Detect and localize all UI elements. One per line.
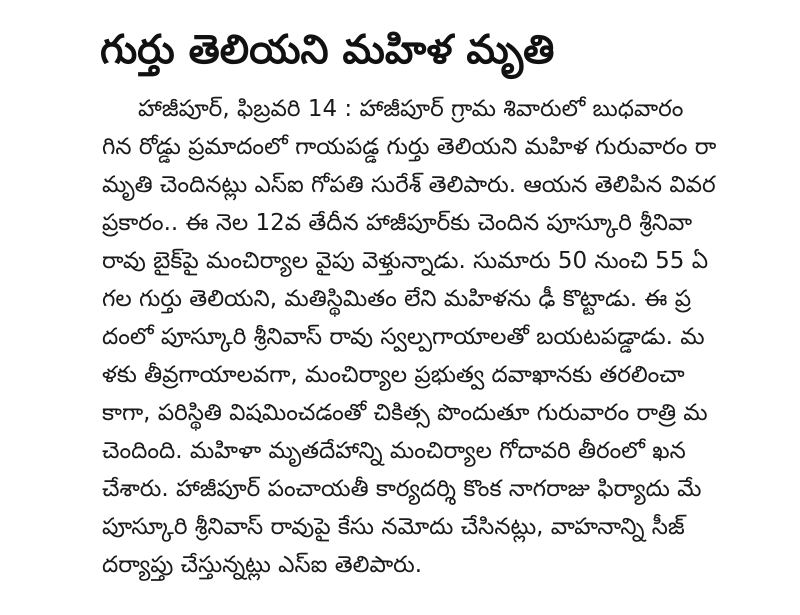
cut-off-previous-text (115, 0, 415, 8)
article-line: చేశారు. హాజీపూర్ పంచాయతీ కార్యదర్శి కొంక నాగరాజు ఫిర్యాదు మే (102, 476, 702, 502)
article-line: గల గుర్తు తెలియని, మతిస్థిమితం లేని మహిళను ఢీ కొట్టాడు. ఈ ప్ర (102, 286, 692, 312)
article-headline: గుర్తు తెలియని మహిళ మృతి (100, 27, 555, 73)
article-body (102, 90, 800, 584)
article-line: కాగా, పరిస్థితి విషమించడంతో చికిత్స పొందుతూ గురువారం రాత్రి మ (102, 400, 708, 426)
article-line: పూస్కూరి శ్రీనివాస్ రావుపై కేసు నమోదు చేసినట్లు, వాహనాన్ని సీజ్ (102, 514, 685, 540)
article-line: గిన రోడ్డు ప్రమాదంలో గాయపడ్డ గుర్తు తెలియని మహిళ గురువారం రా (102, 134, 717, 160)
article-line: చెందింది. మహిళా మృతదేహాన్ని మంచిర్యాల గోదావరి తీరంలో ఖన (102, 438, 686, 464)
article-line: రావు బైక్‌పై మంచిర్యాల వైపు వెళ్తున్నాడు. సుమారు 50 నుంచి 55 ఏ (102, 248, 709, 274)
article-line: దంలో పూస్కూరి శ్రీనివాస్ రావు స్వల్పగాయాలతో బయటపడ్డాడు. మ (102, 324, 705, 350)
article-line: హాజీపూర్, ఫిబ్రవరి 14 : హాజీపూర్ గ్రామ శివారులో బుధవారం (138, 96, 684, 122)
article-line: ప్రకారం.. ఈ నెల 12వ తేదీన హాజీపూర్‌కు చెందిన పూస్కూరి శ్రీనివా (102, 210, 693, 236)
article-line: దర్యాప్తు చేస్తున్నట్లు ఎస్ఐ తెలిపారు. (102, 552, 423, 578)
article-line: మృతి చెందినట్లు ఎస్ఐ గోపతి సురేశ్ తెలిపారు. ఆయన తెలిపిన వివర (102, 172, 716, 198)
article-line: ళకు తీవ్రగాయాలవగా, మంచిర్యాల ప్రభుత్వ దవాఖానకు తరలించా (102, 362, 685, 388)
